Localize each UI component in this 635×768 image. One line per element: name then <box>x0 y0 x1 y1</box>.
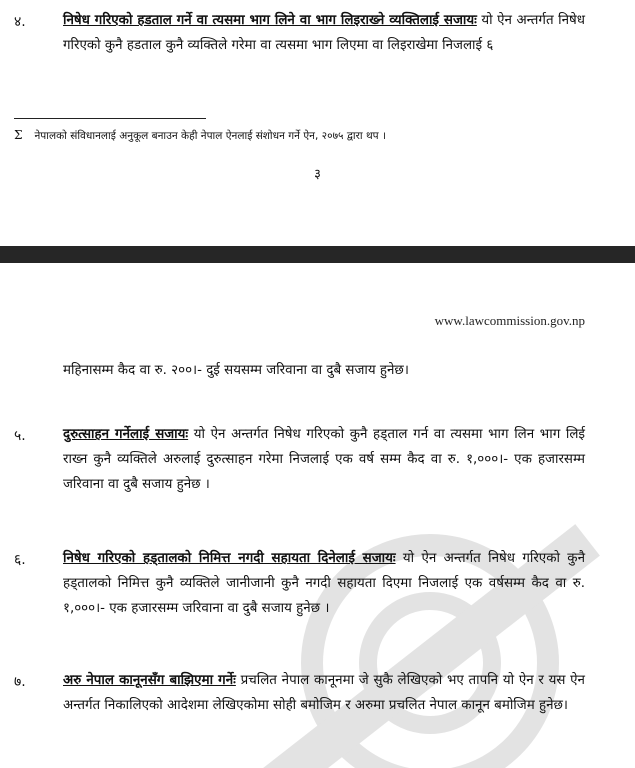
section-paragraph <box>63 668 585 718</box>
section-number: ५. <box>14 428 26 444</box>
section-heading: अरु नेपाल कानूनसँग बाझिएमा गर्नेः <box>63 673 236 688</box>
section-number: ६. <box>14 552 26 568</box>
page-separator <box>0 246 635 263</box>
footnote <box>14 128 614 143</box>
page-number: ३ <box>314 167 321 182</box>
section-paragraph <box>63 546 585 621</box>
section-paragraph <box>63 422 585 497</box>
section-body: यो ऐन अन्तर्गत निषेध गरिएको कुनै हड्तालको निमित्त कुनै व्यक्तिले जानीजानी कुनै नगदी सहायता दिएमा निजलाई एक वर्षसम्म कैद वा रु. १,०००।- एक हजारसम्म जरिवाना वा दुबै सजाय हुनेछ । <box>63 551 585 616</box>
footnote-divider <box>14 118 206 119</box>
footnote-mark: Σ <box>14 128 23 142</box>
section-heading: दुरुत्साहन गर्नेलाई सजायः <box>63 427 189 442</box>
section-heading: निषेध गरिएको हडताल गर्ने वा त्यसमा भाग लिने वा भाग लिइराख्ने व्यक्तिलाई सजायः <box>63 13 477 28</box>
continuation-paragraph: महिनासम्म कैद वा रु. २००।- दुई सयसम्म जरिवाना वा दुबै सजाय हुनेछ। <box>63 363 409 378</box>
footnote-text: नेपालको संविधानलाई अनुकूल बनाउन केही नेपाल ऐनलाई संशोधन गर्ने ऐन, २०७५ द्वारा थप । <box>34 130 386 142</box>
section-paragraph <box>63 8 585 58</box>
section-number: ४. <box>14 14 26 30</box>
site-url: www.lawcommission.gov.np <box>434 313 585 328</box>
section-number: ७. <box>14 674 26 690</box>
section-body: यो ऐन अन्तर्गत निषेध गरिएको कुनै हड्ताल गर्न वा त्यसमा भाग लिन भाग लिई राख्न कुनै व्यक्तिले अरुलाई दुरुत्साहन गरेमा निजलाई एक वर्ष सम्म कैद वा रु. १,०००।- एक हजारसम्म जरिवाना वा दुबै सजाय हुनेछ । <box>63 427 585 492</box>
bottom-page <box>0 263 635 768</box>
section-body: यो ऐन अन्तर्गत निषेध गरिएको कुनै हडताल कुनै व्यक्तिले गरेमा वा त्यसमा भाग लिएमा वा लिइराखेमा निजलाई ६ <box>63 13 585 53</box>
section-body: प्रचलित नेपाल कानूनमा जे सुकै लेखिएको भए तापनि यो ऐन र यस ऐन अन्तर्गत निकालिएको आदेशमा लेखिएकोमा सोही बमोजिम र अरुमा प्रचलित नेपाल कानून बमोजिम हुनेछ। <box>63 673 585 713</box>
top-page <box>0 0 635 246</box>
section-heading: निषेध गरिएको हड्तालको निमित्त नगदी सहायता दिनेलाई सजायः <box>63 551 396 566</box>
